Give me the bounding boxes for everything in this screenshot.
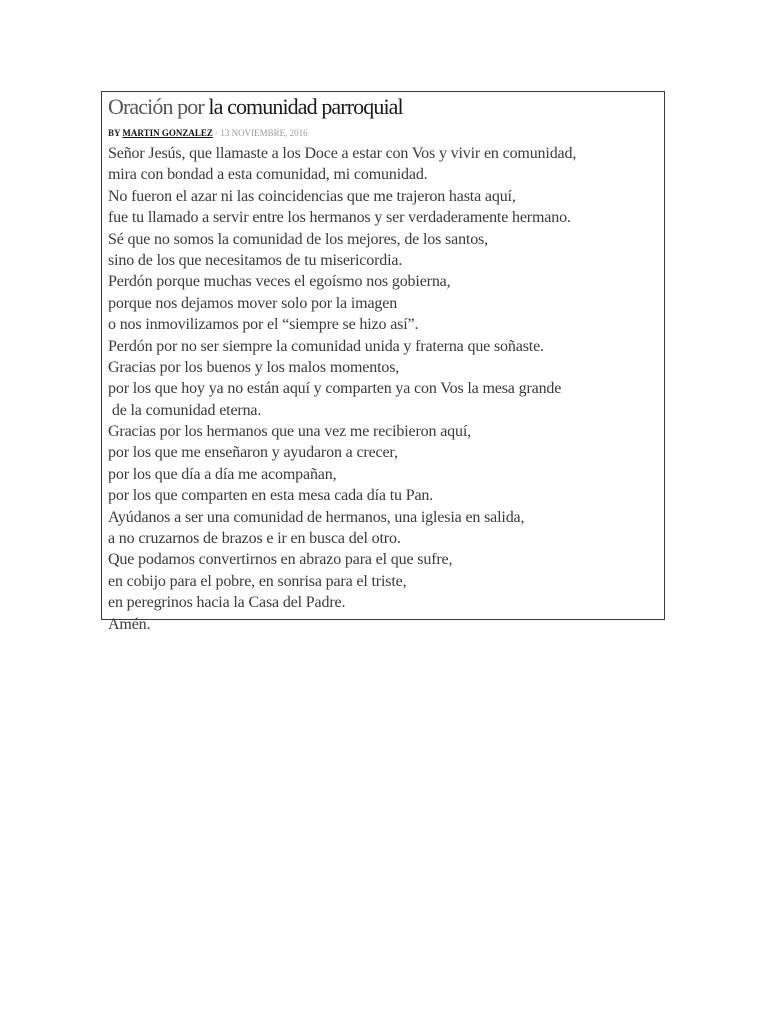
prayer-line: fue tu llamado a servir entre los hermanos y ser verdaderamente hermano.: [108, 209, 571, 227]
prayer-line: a no cruzarnos de brazos e ir en busca del otro.: [108, 530, 401, 548]
prayer-line: por los que día a día me acompañan,: [108, 465, 337, 483]
prayer-text: [108, 143, 576, 635]
prayer-line: sino de los que necesitamos de tu misericordia.: [108, 251, 403, 269]
article-title-part2: la comunidad parroquial: [203, 94, 403, 119]
prayer-line: Señor Jesús, que llamaste a los Doce a estar con Vos y vivir en comunidad,: [108, 145, 577, 162]
prayer-line: por los que hoy ya no están aquí y comparten ya con Vos la mesa grande: [108, 380, 562, 398]
prayer-line: por los que me enseñaron y ayudaron a crecer,: [108, 444, 398, 462]
prayer-line: No fueron el azar ni las coincidencias que me trajeron hasta aquí,: [108, 187, 516, 205]
byline-prefix: BY: [108, 128, 123, 138]
byline: [108, 127, 308, 139]
prayer-line: Gracias por los hermanos que una vez me recibieron aquí,: [108, 423, 472, 441]
prayer-line: en peregrinos hacia la Casa del Padre.: [108, 594, 346, 612]
prayer-line: por los que comparten en esta mesa cada día tu Pan.: [108, 487, 434, 505]
prayer-line: Perdón por no ser siempre la comunidad unida y fraterna que soñaste.: [108, 337, 544, 355]
prayer-line: Ayúdanos a ser una comunidad de hermanos, una iglesia en salida,: [108, 508, 525, 526]
prayer-line: en cobijo para el pobre, en sonrisa para el triste,: [108, 572, 407, 590]
prayer-line: Que podamos convertirnos en abrazo para el que sufre,: [108, 551, 453, 569]
prayer-line: Perdón porque muchas veces el egoísmo nos gobierna,: [108, 273, 451, 291]
prayer-card: [101, 91, 665, 633]
prayer-line: Gracias por los buenos y los malos momentos,: [108, 358, 400, 376]
prayer-line: de la comunidad eterna.: [108, 401, 262, 419]
byline-separator: ·: [212, 128, 221, 138]
prayer-line: Sé que no somos la comunidad de los mejores, de los santos,: [108, 230, 488, 248]
article-title-part1: Oración por: [108, 94, 204, 119]
prayer-line: mira con bondad a esta comunidad, mi comunidad.: [108, 166, 428, 184]
prayer-line: o nos inmovilizamos por el “siempre se hizo así”.: [108, 316, 419, 334]
article-title: [108, 94, 403, 120]
prayer-line: Amén.: [108, 615, 151, 633]
prayer-line: porque nos dejamos mover solo por la imagen: [108, 294, 398, 312]
publish-date: 13 NOVIEMBRE, 2016: [220, 128, 308, 138]
author-link[interactable]: MARTIN GONZALEZ: [122, 128, 213, 138]
